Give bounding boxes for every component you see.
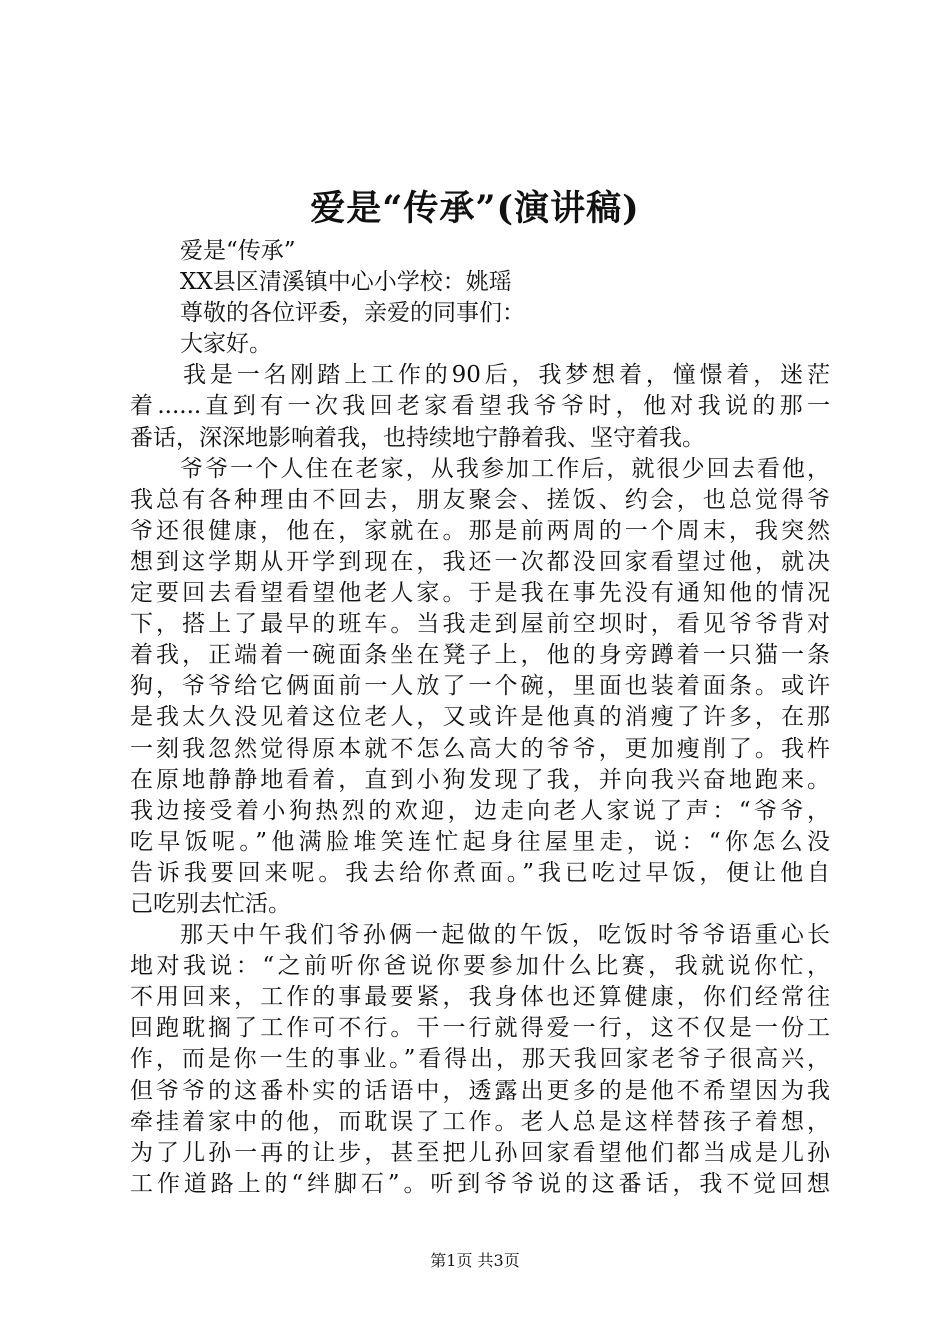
body-line: 番话，深深地影响着我，也持续地宁静着我、坚守着我。: [130, 424, 705, 451]
body-line: 在原地静静地看着，直到小狗发现了我，并向我兴奋地跑来。: [130, 766, 830, 793]
body-line: 一刻我忽然觉得原本就不怎么高大的爷爷，更加瘦削了。我杵: [130, 735, 830, 762]
body-line: 工作道路上的“绊脚石”。听到爷爷说的这番话，我不觉回想: [130, 1170, 830, 1197]
body-line: XX县区清溪镇中心小学校：姚瑶: [180, 269, 512, 296]
body-line: 定要回去看望看望他老人家。于是我在事先没有通知他的情况: [130, 580, 830, 607]
body-line: 着......直到有一次我回老家看望我爷爷时，他对我说的那一: [130, 393, 830, 420]
body-line: 狗，爷爷给它俩面前一人放了一个碗，里面也装着面条。或许: [130, 673, 830, 700]
body-line: 告诉我要回来呢。我去给你煮面。”我已吃过早饭，便让他自: [130, 859, 830, 886]
body-line: 着我，正端着一碗面条坐在凳子上，他的身旁蹲着一只猫一条: [130, 642, 830, 669]
body-line: 爷还很健康，他在，家就在。那是前两周的一个周末，我突然: [130, 517, 830, 544]
body-line: 但爷爷的这番朴实的话语中，透露出更多的是他不希望因为我: [130, 1077, 830, 1104]
document-title: 爱是“传承”(演讲稿): [310, 188, 640, 229]
body-line: 爱是“传承”: [180, 238, 296, 264]
body-line: 我边接受着小狗热烈的欢迎，边走向老人家说了声：“爷爷，: [130, 797, 830, 824]
body-line: 吃早饭呢。”他满脸堆笑连忙起身往屋里走，说：“你怎么没: [130, 828, 830, 855]
body-line: 回跑耽搁了工作可不行。干一行就得爱一行，这不仅是一份工: [130, 1015, 830, 1042]
body-line: 想到这学期从开学到现在，我还一次都没回家看望过他，就决: [130, 548, 830, 575]
body-line: 那天中午我们爷孙俩一起做的午饭，吃饭时爷爷语重心长: [180, 922, 830, 949]
body-line: 地对我说：“之前听你爸说你要参加什么比赛，我就说你忙，: [130, 953, 830, 980]
body-line: 我总有各种理由不回去，朋友聚会、搓饭、约会，也总觉得爷: [130, 486, 830, 513]
body-line: 不用回来，工作的事最要紧，我身体也还算健康，你们经常往: [130, 984, 830, 1011]
body-line: 牵挂着家中的他，而耽误了工作。老人总是这样替孩子着想，: [130, 1108, 830, 1135]
body-line: 是我太久没见着这位老人，又或许是他真的消瘦了许多，在那: [130, 704, 830, 731]
body-line: 己吃别去忙活。: [130, 890, 291, 917]
body-line: 我是一名刚踏上工作的90后，我梦想着，憧憬着，迷茫: [183, 362, 830, 389]
body-line: 大家好。: [180, 331, 272, 358]
body-line: 为了儿孙一再的让步，甚至把儿孙回家看望他们都当成是儿孙: [130, 1139, 830, 1166]
body-line: 尊敬的各位评委，亲爱的同事们：: [180, 300, 525, 327]
body-line: 爷爷一个人住在老家，从我参加工作后，就很少回去看他，: [180, 455, 830, 482]
body-line: 作，而是你一生的事业。”看得出，那天我回家老爷子很高兴，: [130, 1046, 830, 1073]
page-footer: 第1页 共3页: [430, 1251, 520, 1270]
document-body: [130, 236, 830, 1200]
body-line: 下，搭上了最早的班车。当我走到屋前空坝时，看见爷爷背对: [130, 611, 830, 638]
